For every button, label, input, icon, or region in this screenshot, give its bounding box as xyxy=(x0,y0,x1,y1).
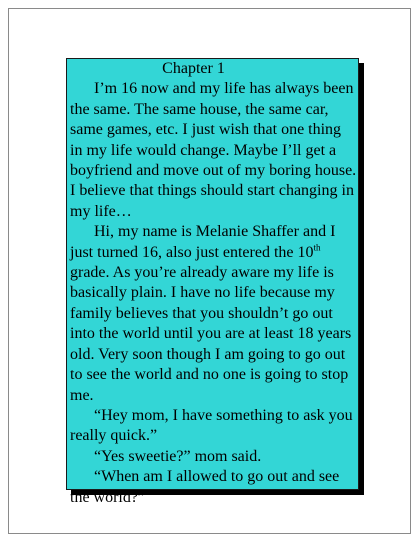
story-text-box xyxy=(66,58,359,506)
chapter-heading: Chapter 1 xyxy=(162,60,225,77)
document-page xyxy=(8,8,411,534)
paragraph-2-text-a: Hi, my name is Melanie Shaffer and I just turned 16, also just entered the 10 xyxy=(70,223,336,261)
dialogue-line-1: “Hey mom, I have something to ask you really quick.” xyxy=(70,406,353,445)
dialogue-line-3: “When am I allowed to go out and see the world?” xyxy=(70,468,340,506)
paragraph-intro: I’m 16 now and my life has always been the same. The same house, the same car, same games, etc. I just wish that one thing in my life would change. Maybe I’ll get a boyfriend and move out of my boring house. I believe that things should start changing in my life… xyxy=(70,80,357,220)
ordinal-suffix: th xyxy=(313,242,321,253)
paragraph-introduction-name xyxy=(70,222,357,406)
dialogue-line-2: “Yes sweetie?” mom said. xyxy=(94,447,262,465)
paragraph-2-text-b: grade. As you’re already aware my life is basically plain. I have no life because my family believes that you shouldn’t go out into the world until you are at least 18 years old. Very soon though I am going to go out to see the world and no one is going to stop me. xyxy=(70,264,352,404)
